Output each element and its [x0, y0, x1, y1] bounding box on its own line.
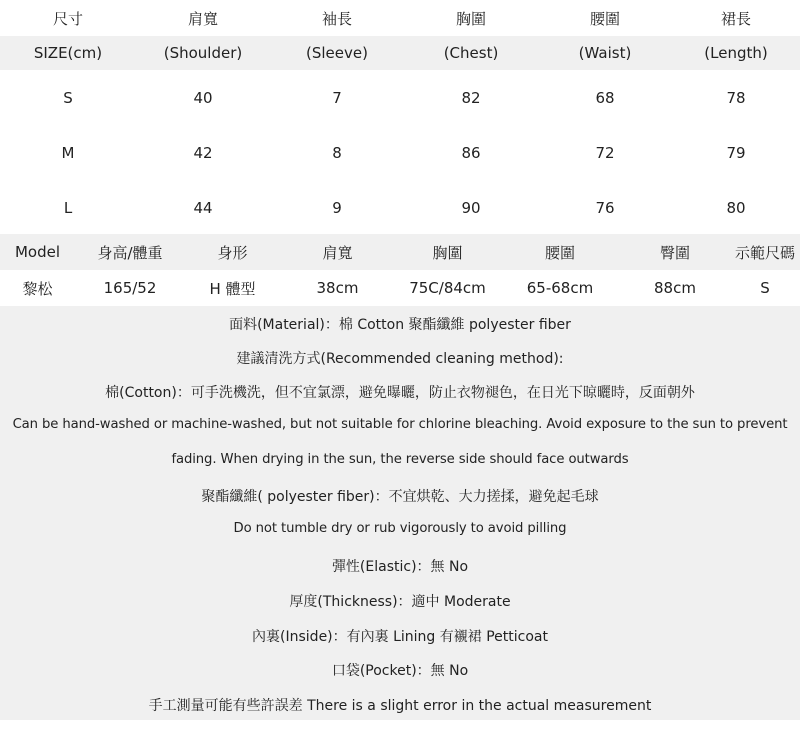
cotton-care-en-1: Can be hand-washed or machine-washed, but not suitable for chlorine bleaching. Avoid exposure to the sun to prevent [12, 417, 788, 432]
inside-line: 內裏(Inside)：有內裏 Lining 有襯裙 Petticoat [252, 629, 548, 645]
header-shoulder-zh: 肩寬 [187, 9, 218, 28]
header-height-weight: 身高/體重 [97, 243, 163, 262]
material-line: 面料(Material)：棉 Cotton 聚酯纖維 polyester fiber [229, 317, 571, 333]
thickness-line: 厚度(Thickness)：適中 Moderate [289, 594, 511, 610]
size-cell: S [63, 88, 73, 107]
header-waist-en: (Waist) [578, 44, 632, 62]
model-height-weight: 165/52 [103, 279, 157, 297]
model-waist: 65-68cm [526, 279, 594, 297]
table-row [0, 70, 800, 125]
header-hip: 臀圍 [659, 243, 690, 262]
shoulder-cell: 44 [193, 198, 213, 217]
chest-cell: 86 [461, 143, 481, 162]
header-size-zh: 尺寸 [52, 9, 83, 28]
length-cell: 80 [726, 198, 746, 217]
header-shoulder: 肩寬 [322, 243, 353, 262]
chest-cell: 90 [461, 198, 481, 217]
model-hip: 88cm [654, 279, 696, 297]
measurement-note: 手工測量可能有些許誤差 There is a slight error in the actual measurement [148, 698, 652, 714]
header-chest-zh: 胸圍 [455, 9, 486, 28]
header-waist: 腰圍 [544, 243, 575, 262]
table-row [0, 125, 800, 180]
model-table [0, 234, 800, 306]
care-info-panel [0, 306, 800, 720]
size-cell: M [61, 143, 75, 162]
header-size-en: SIZE(cm) [33, 44, 103, 62]
polyester-care-en: Do not tumble dry or rub vigorously to avoid pilling [233, 521, 567, 536]
header-waist-zh: 腰圍 [589, 9, 620, 28]
sleeve-cell: 7 [332, 88, 342, 107]
model-shoulder: 38cm [316, 279, 359, 297]
size-chart-header-zh [0, 0, 800, 36]
pocket-line: 口袋(Pocket)：無 No [331, 663, 469, 679]
model-body-shape: H 體型 [209, 279, 256, 298]
shoulder-cell: 40 [193, 88, 213, 107]
shoulder-cell: 42 [193, 143, 213, 162]
cotton-care-en-2: fading. When drying in the sun, the reverse side should face outwards [171, 452, 629, 467]
chest-cell: 82 [461, 88, 481, 107]
header-chest-en: (Chest) [443, 44, 499, 62]
header-body-shape: 身形 [217, 243, 248, 262]
waist-cell: 76 [595, 198, 615, 217]
header-sleeve-en: (Sleeve) [306, 44, 368, 62]
model-table-header [0, 234, 800, 270]
model-name: 黎松 [22, 279, 53, 298]
waist-cell: 68 [595, 88, 615, 107]
cotton-care-zh: 棉(Cotton)：可手洗機洗，但不宜氯漂，避免曝曬，防止衣物褪色，在日光下晾曬時，反面朝外 [105, 385, 695, 401]
header-model: Model [14, 243, 61, 261]
header-demo-size: 示範尺碼 [734, 243, 795, 262]
size-chart [0, 0, 800, 235]
waist-cell: 72 [595, 143, 615, 162]
elastic-line: 彈性(Elastic)：無 No [331, 559, 469, 575]
size-cell: L [63, 198, 73, 217]
cleaning-title: 建議清洗方式(Recommended cleaning method): [236, 351, 564, 367]
length-cell: 79 [726, 143, 746, 162]
size-chart-header-en [0, 36, 800, 70]
model-chest: 75C/84cm [409, 279, 486, 297]
sleeve-cell: 9 [332, 198, 342, 217]
polyester-care-zh: 聚酯纖維( polyester fiber)：不宜烘乾、大力搓揉，避免起毛球 [201, 489, 599, 505]
header-chest: 胸圍 [432, 243, 463, 262]
header-length-en: (Length) [704, 44, 768, 62]
table-row [0, 270, 800, 306]
header-sleeve-zh: 袖長 [321, 9, 352, 28]
model-demo-size: S [760, 279, 770, 297]
table-row [0, 180, 800, 235]
sleeve-cell: 8 [332, 143, 342, 162]
header-shoulder-en: (Shoulder) [163, 44, 243, 62]
length-cell: 78 [726, 88, 746, 107]
header-length-zh: 裙長 [720, 9, 751, 28]
